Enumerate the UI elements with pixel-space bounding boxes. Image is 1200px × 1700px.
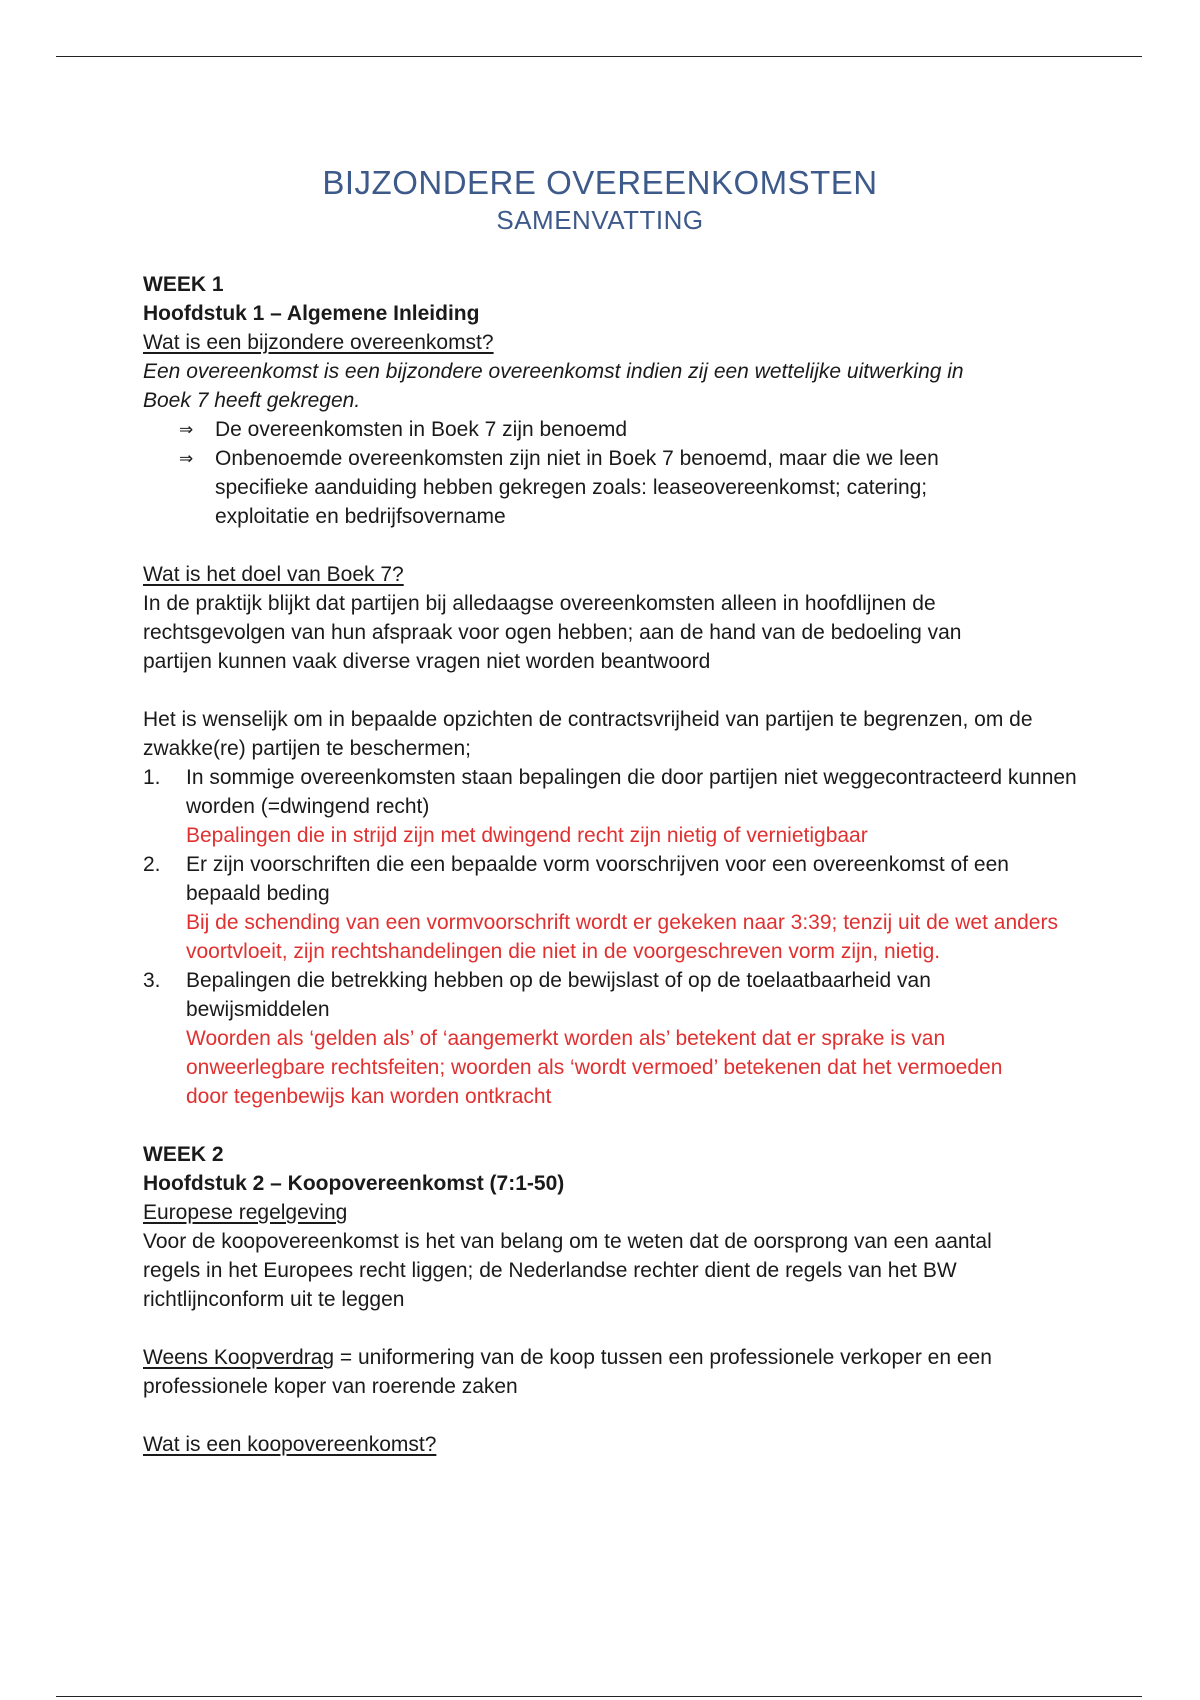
chapter-1-heading: Hoofdstuk 1 – Algemene Inleiding [143,302,480,325]
list-item-text: Bepalingen die betrekking hebben op de bewijslast of op de toelaatbaarheid van bewijsmiddelen [186,969,931,1021]
question-koopovereenkomst: Wat is een koopovereenkomst? [143,1433,437,1456]
list-number: 2. [143,853,161,876]
list-number: 3. [143,969,161,992]
bottom-rule [56,1696,1142,1697]
list-item-note: Bij de schending van een vormvoorschrift wordt er gekeken naar 3:39; tenzij uit de wet anders voortvloeit, zijn rechtshandelingen die niet in de voorgeschreven vorm zijn, nietig. [186,911,1058,963]
list-item-text: In sommige overeenkomsten staan bepalingen die door partijen niet weggecontracteerd kunnen worden (=dwingend recht) [186,766,1077,818]
question-doel-boek-7: Wat is het doel van Boek 7? [143,563,404,586]
definition-text: Een overeenkomst is een bijzondere overeenkomst indien zij een wettelijke uitwerking in Boek 7 heeft gekregen. [143,360,964,412]
document-title: BIJZONDERE OVEREENKOMSTEN [322,164,878,201]
paragraph-praktijk: In de praktijk blijkt dat partijen bij alledaagse overeenkomsten alleen in hoofdlijnen de rechtsgevolgen van hun afspraak voor ogen hebben; aan de hand van de bedoeling van partijen kunnen vaak diverse vragen niet worden beantwoord [143,592,962,673]
paragraph-contractsvrijheid: Het is wenselijk om in bepaalde opzichten de contractsvrijheid van partijen te begrenzen, om de zwakke(re) partijen te beschermen; [143,708,1033,760]
list-number: 1. [143,766,161,789]
list-item-text: Er zijn voorschriften die een bepaalde vorm voorschrijven voor een overeenkomst of een bepaald beding [186,853,1009,905]
question-bijzondere-overeenkomst: Wat is een bijzondere overeenkomst? [143,331,494,354]
week-2-heading: WEEK 2 [143,1143,224,1166]
chapter-2-heading: Hoofdstuk 2 – Koopovereenkomst (7:1-50) [143,1172,565,1195]
paragraph-weens-koopverdrag [143,1343,1043,1401]
top-rule [56,56,1142,57]
arrow-list-item [143,444,980,531]
document-subtitle: SAMENVATTING [496,205,704,235]
arrow-icon: ⇒ [179,420,194,439]
title-block [0,163,1200,237]
arrow-item-text: De overeenkomsten in Boek 7 zijn benoemd [215,418,628,441]
term-definition: = uniformering van de koop tussen een professionele verkoper en een professionele koper van roerende zaken [143,1346,992,1398]
arrow-item-text: Onbenoemde overeenkomsten zijn niet in Boek 7 benoemd, maar die we leen specifieke aanduiding hebben gekregen zoals: leaseovereenkomst; catering; exploitatie en bedrijfsovername [215,447,939,528]
numbered-list-item [143,966,1046,1111]
arrow-list-item [143,415,980,444]
numbered-list-item [143,763,1106,850]
list-item-note: Bepalingen die in strijd zijn met dwingend recht zijn nietig of vernietigbaar [186,824,868,847]
numbered-list-item [143,850,1086,966]
document-body [143,270,1077,1459]
term-weens-koopverdrag: Weens Koopverdrag [143,1346,335,1369]
week-1-heading: WEEK 1 [143,273,224,296]
list-item-note: Woorden als ‘gelden als’ of ‘aangemerkt worden als’ betekent dat er sprake is van onweerlegbare rechtsfeiten; woorden als ‘wordt vermoed’ betekenen dat het vermoeden door tegenbewijs kan worden ontkracht [186,1027,1003,1108]
paragraph-koopovereenkomst: Voor de koopovereenkomst is het van belang om te weten dat de oorsprong van een aantal regels in het Europees recht liggen; de Nederlandse rechter dient de regels van het BW richtlijnconform uit te leggen [143,1230,992,1311]
arrow-icon: ⇒ [179,449,194,468]
heading-europese-regelgeving: Europese regelgeving [143,1201,348,1224]
